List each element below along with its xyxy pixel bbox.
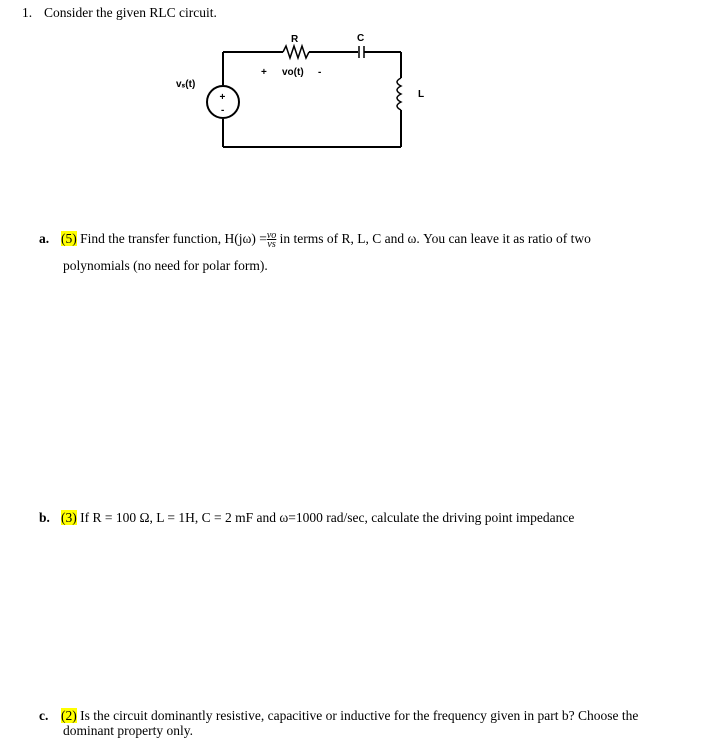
label-vo-minus: - <box>318 67 322 78</box>
part-c <box>39 708 638 724</box>
label-vo: vo(t) <box>282 67 304 78</box>
part-a <box>39 231 591 249</box>
part-b-text: If R = 100 Ω, L = 1H, C = 2 mF and ω=1000 rad/sec, calculate the driving point impedance <box>76 510 575 525</box>
part-b-letter: b. <box>39 510 50 525</box>
transfer-fraction <box>267 231 276 249</box>
label-C: C <box>357 33 365 44</box>
label-vo-plus: + <box>261 67 267 78</box>
part-a-points: (5) <box>61 231 77 247</box>
part-b <box>39 510 574 526</box>
question-text: Consider the given RLC circuit. <box>44 5 217 20</box>
question-number: 1. <box>22 5 33 20</box>
label-R: R <box>291 34 299 45</box>
part-c-points: (2) <box>61 708 77 723</box>
fraction-denominator: vs <box>267 239 276 250</box>
part-a-line2: polynomials (no need for polar form). <box>63 258 268 273</box>
resistor-symbol <box>283 46 309 58</box>
label-L: L <box>418 89 425 100</box>
part-a-letter: a. <box>39 231 50 247</box>
fraction-numerator: vo <box>266 230 277 241</box>
inductor-symbol <box>397 78 401 110</box>
rlc-circuit-diagram <box>0 0 721 160</box>
part-a-text-before: Find the transfer function, H(jω) = <box>76 231 267 247</box>
source-plus-sign: + <box>219 92 226 103</box>
part-c-text: Is the circuit dominantly resistive, capacitive or inductive for the frequency given in part b? Choose the <box>76 708 639 723</box>
source-minus-sign: - <box>221 105 225 116</box>
part-a-text-after: in terms of R, L, C and ω. You can leave it as ratio of two <box>276 231 591 247</box>
part-c-letter: c. <box>39 708 49 723</box>
label-vs: vₛ(t) <box>176 79 196 90</box>
part-c-line2: dominant property only. <box>63 723 193 738</box>
part-b-points: (3) <box>61 510 77 525</box>
